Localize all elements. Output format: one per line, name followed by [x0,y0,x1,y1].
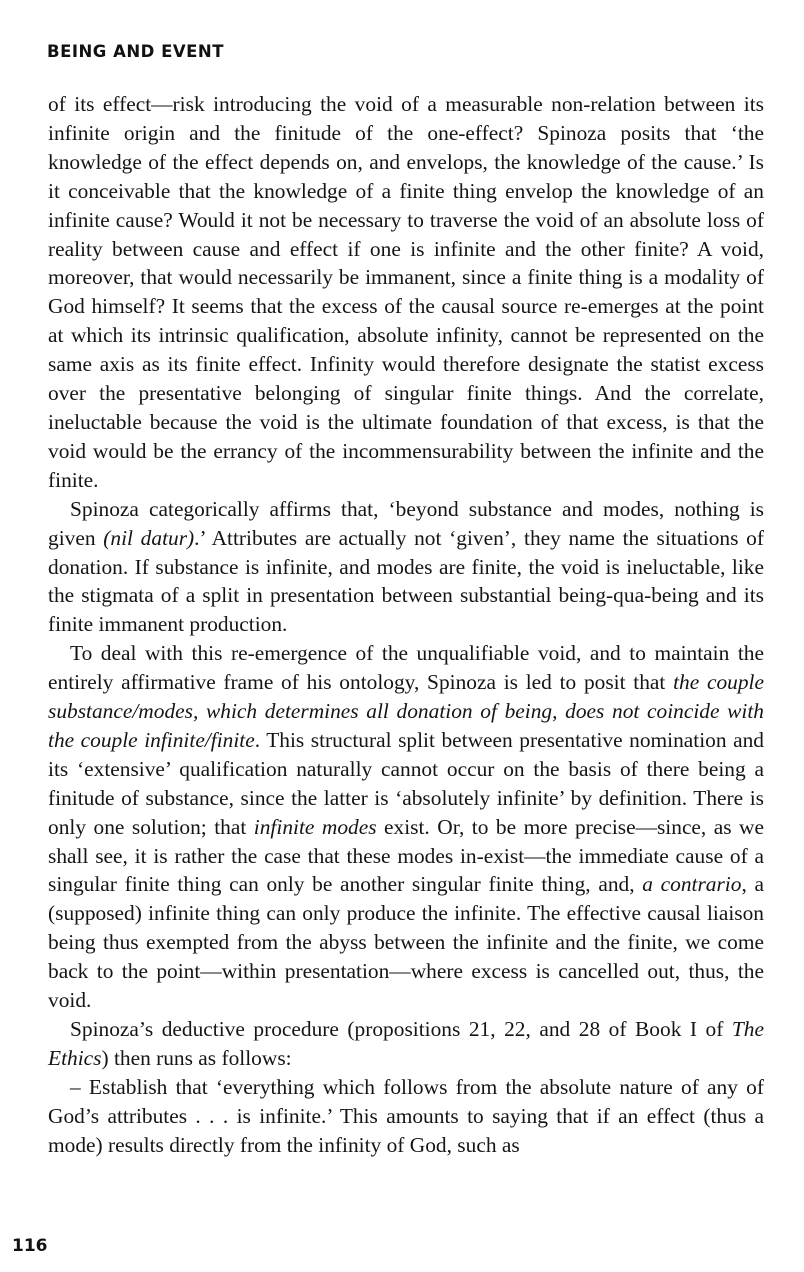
paragraph-4-text-b: ) then runs as follows: [101,1045,292,1070]
paragraph-3-text-c: exist. Or, to be more precise—since, as we shall see, it is rather the case that these modes in-exist—the immediate cause of a singular finite thing can only be another singular finite thing, and, [48,814,765,897]
paragraph-5: – Establish that ‘everything which follows from the absolute nature of any of God’s attributes . . . is infinite.’ This amounts to saying that if an effect (thus a mode) results directly from the infinity of God, such as [48,1074,764,1157]
paragraph-3-text-a: To deal with this re-emergence of the unqualifiable void, and to maintain the entirely affirmative frame of his ontology, Spinoza is led to posit that [48,641,764,695]
paragraph-2-italic: (nil datur) [103,525,195,550]
page-number: 116 [12,1236,48,1256]
paragraph-2-text-a: Spinoza categorically affirms that, ‘beyond substance and modes, nothing is given [48,496,764,550]
paragraph-3-italic-2: infinite modes [253,814,377,839]
paragraph-4-text-a: Spinoza’s deductive procedure (propositions 21, 22, and 28 of Book I of [70,1017,732,1041]
paragraph-2-text-b: .’ Attributes are actually not ‘given’, they name the situations of donation. If substance is infinite, and modes are finite, the void is ineluctable, like the stigmata of a split in presentation between substantial being-qua-being and its finite immanent production. [48,525,764,637]
paragraph-4-italic: The Ethics [48,1017,764,1070]
paragraph-4 [48,1015,764,1073]
running-head: BEING AND EVENT [47,42,224,61]
paragraph-3-text-d: , a (supposed) infinite thing can only produce the infinite. The effective causal liaison being thus exempted from the abyss between the infinite and the finite, we come back to the point—within presentation—where excess is cancelled out, thus, the void. [48,872,764,1013]
paragraph-3-italic-1: the couple substance/modes, which determines all donation of being, does not coincide with the couple infinite/finite [48,670,764,752]
paragraph-3-italic-3: a contrario [642,872,742,897]
paragraph-3-text-b: . This structural split between presentative nomination and its ‘extensive’ qualification naturally cannot occur on the basis of there being a finitude of substance, since the latter is ‘absolutely infinite’ by definition. There is only one solution; that [48,727,764,839]
paragraph-1: of its effect—risk introducing the void of a measurable non-relation between its infinite origin and the finitude of the one-effect? Spinoza posits that ‘the knowledge of the effect depends on, and envelops, the knowledge of the cause.’ Is it conceivable that the knowledge of a finite thing envelop the knowledge of an infinite cause? Would it not be necessary to traverse the void of an absolute loss of reality between cause and effect if one is infinite and the other finite? A void, moreover, that would necessarily be immanent, since a finite thing is a modality of God himself? It seems that the excess of the causal source re-emerges at the point at which its intrinsic qualification, absolute infinity, cannot be represented on the same axis as its finite effect. Infinity would therefore designate the statist excess over the presentative belonging of singular finite things. And the correlate, ineluctable because the void is the ultimate foundation of that excess, is that the void would be the errancy of the incommensurability between the infinite and the finite. [48,92,764,492]
paragraph-3 [48,639,764,1015]
paragraph-2 [48,495,764,640]
body-text [48,90,764,1160]
